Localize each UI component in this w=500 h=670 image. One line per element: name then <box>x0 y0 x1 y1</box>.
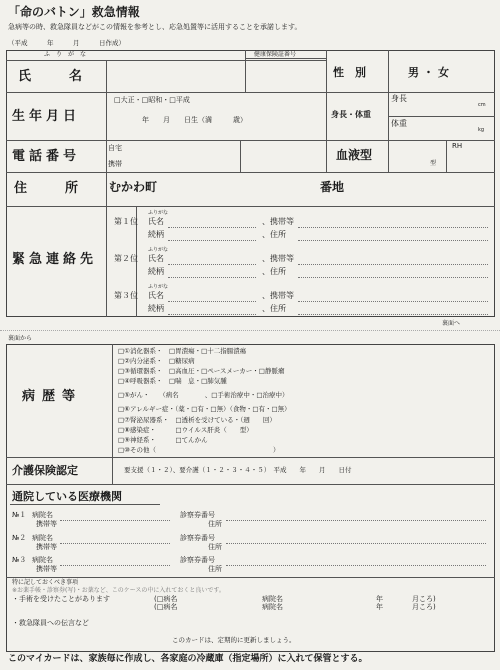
history-item-9[interactable]: □⑨神経系・ □てんかん <box>118 436 208 444</box>
mobile-phone-field[interactable] <box>130 157 238 171</box>
address-field[interactable] <box>165 176 315 200</box>
label-column-divider <box>106 60 107 317</box>
clinic-1-number: №１ <box>12 511 27 519</box>
home-phone-field[interactable] <box>130 141 238 156</box>
surgery-1-year: 年 <box>376 595 383 603</box>
clinic-1-card-label: 診察券番号 <box>180 511 215 519</box>
height-weight-divider <box>388 116 495 117</box>
phone-divider <box>240 140 241 172</box>
birthdate-label: 生年月日 <box>12 109 81 124</box>
rh-label: RH <box>452 142 463 150</box>
notes-title: 特に記しておくべき事項 <box>12 579 79 586</box>
contact-2-address-label: 、住所 <box>262 267 286 276</box>
row-divider <box>6 92 495 93</box>
weight-label: 体重 <box>391 119 407 128</box>
contact-1-phone-field[interactable] <box>298 227 488 228</box>
history-item-6[interactable]: □⑥アレルギー症・（薬・□有・□無）（食物・□有・□無） <box>118 405 291 413</box>
clinic-2-hospital-label: 病院名 <box>32 534 53 542</box>
contact-1-phone-label: 、携帯等 <box>262 217 294 226</box>
care-level-options[interactable]: 要支援（１・２）、要介護（１・２・３・４・５） 平成 年 月 日付 <box>124 466 352 474</box>
clinic-2-phone-label: 携帯等 <box>36 543 57 551</box>
contact-1-furigana: ふりがな <box>148 210 169 216</box>
notes-hint: ※お薬手帳・診察券(写)・お薬など、このケースの中に入れておくと良いです。 <box>12 587 225 594</box>
clinic-2-address-label: 住所 <box>208 543 222 551</box>
furigana-label: ふ り が な <box>44 51 87 58</box>
row-divider <box>6 457 495 458</box>
surgery-1-month: 月ころ) <box>412 595 436 603</box>
contact-1-relation-label: 続柄 <box>148 230 164 239</box>
contact-2-relation-label: 続柄 <box>148 267 164 276</box>
storage-instruction: このマイカードは、家族毎に作成し、各家庭の冷蔵庫（指定場所）に入れて保管とする。 <box>8 654 368 664</box>
weight-unit: kg <box>478 127 485 133</box>
contact-3-name-label: 氏名 <box>148 291 164 300</box>
clinic-3-card-field[interactable] <box>226 565 486 566</box>
row-divider <box>6 172 495 173</box>
contact-1-address-label: 、住所 <box>262 230 286 239</box>
contact-1-name-field[interactable] <box>168 227 256 228</box>
history-item-5[interactable]: □⑤がん・ （病名 、□手術治療中・□治療中） <box>118 391 289 399</box>
clinic-3-address-label: 住所 <box>208 565 222 573</box>
contact-2-name-label: 氏名 <box>148 254 164 263</box>
contact-3-relation-label: 続柄 <box>148 304 164 313</box>
history-item-10[interactable]: □⑩その他（ ） <box>118 446 280 454</box>
contact-2-phone-label: 、携帯等 <box>262 254 294 263</box>
card-title: 「命のバトン」救急情報 <box>8 5 140 19</box>
clinic-3-hospital-label: 病院名 <box>32 556 53 564</box>
contact-2-address-field[interactable] <box>298 277 488 278</box>
surgery-2-option[interactable]: (□病名 <box>154 603 178 611</box>
contact-3-phone-label: 、携帯等 <box>262 291 294 300</box>
clinic-section-label: 通院している医療機関 <box>12 490 122 503</box>
contact-1-address-field[interactable] <box>298 240 488 241</box>
contact-1-name-label: 氏名 <box>148 217 164 226</box>
clinic-2-number: №２ <box>12 534 27 542</box>
address-label: 住 所 <box>14 181 83 196</box>
contact-3-name-field[interactable] <box>168 301 256 302</box>
contact-2-phone-field[interactable] <box>298 264 488 265</box>
name-label: 氏 名 <box>18 69 87 84</box>
height-weight-label: 身長・体重 <box>331 110 371 119</box>
emergency-contact-label: 緊急連絡先 <box>12 252 98 267</box>
birthdate-fields[interactable]: 年 月 日生（満 歳） <box>142 116 247 124</box>
clinic-2-card-label: 診察券番号 <box>180 534 215 542</box>
blood-divider <box>446 140 447 172</box>
sex-label: 性 別 <box>333 66 366 79</box>
surgery-2-year: 年 <box>376 603 383 611</box>
care-label-divider <box>112 457 113 484</box>
clinic-1-address-label: 住所 <box>208 520 222 528</box>
clinic-3-phone-label: 携帯等 <box>36 565 57 573</box>
update-reminder: このカードは、定期的に更新しましょう。 <box>172 636 296 644</box>
contact-2-rank: 第２位 <box>114 254 138 263</box>
history-item-7[interactable]: □⑦腎泌尿器系・ □透析を受けている・（週 回） <box>118 416 276 424</box>
row-divider <box>6 206 495 207</box>
surgery-label: ・手術を受けたことがあります <box>12 595 110 603</box>
row-divider <box>6 577 495 578</box>
height-label: 身長 <box>391 94 407 103</box>
contact-1-relation-field[interactable] <box>168 240 256 241</box>
contact-3-address-field[interactable] <box>298 314 488 315</box>
surgery-1-hospital-label: 病院名 <box>262 595 283 603</box>
consent-text: 急病等の時、救急隊員などがこの情報を参考とし、応急処置等に活用することを承諾します。 <box>8 23 302 31</box>
clinic-1-phone-label: 携帯等 <box>36 520 57 528</box>
height-unit: cm <box>478 102 486 108</box>
surgery-2-month: 月ころ) <box>412 603 436 611</box>
contact-3-relation-field[interactable] <box>168 314 256 315</box>
clinic-label-underline <box>10 504 160 505</box>
clinic-3-number: №３ <box>12 556 27 564</box>
home-phone-label: 自宅 <box>108 144 122 152</box>
right-value-divider <box>388 50 389 172</box>
clinic-2-hospital-field[interactable] <box>60 543 170 544</box>
contact-3-rank: 第３位 <box>114 291 138 300</box>
history-label-divider <box>112 344 113 457</box>
contact-3-phone-field[interactable] <box>298 301 488 302</box>
medical-history-label: 病歴等 <box>22 389 83 404</box>
right-column-divider <box>326 50 327 172</box>
era-options[interactable]: □大正・□昭和・□平成 <box>114 96 190 104</box>
history-item-1[interactable]: □①消化器系・ □胃潰瘍・□十二指腸潰瘍 <box>118 347 247 355</box>
message-label: ・救急隊員への伝言など <box>12 619 89 627</box>
row-divider <box>6 484 495 485</box>
front-side-note: 裏面から <box>8 335 33 342</box>
clinic-2-card-field[interactable] <box>226 543 486 544</box>
surgery-2-hospital-label: 病院名 <box>262 603 283 611</box>
history-item-8[interactable]: □⑧感染症・ □ウイルス肝炎（ 型） <box>118 426 253 434</box>
insurance-label-line <box>245 58 326 59</box>
insurance-number-label: 健康保険証番号 <box>254 51 297 58</box>
blood-type-label: 血液型 <box>336 148 373 162</box>
contact-2-name-field[interactable] <box>168 264 256 265</box>
history-item-2[interactable]: □②内分泌系・ □糖尿病 <box>118 357 195 365</box>
clinic-3-card-label: 診察券番号 <box>180 556 215 564</box>
contact-3-address-label: 、住所 <box>262 304 286 313</box>
contact-2-relation-field[interactable] <box>168 277 256 278</box>
back-side-note: 裏面へ <box>442 320 461 327</box>
town-name: むかわ町 <box>109 180 158 194</box>
phone-label: 電話番号 <box>12 149 81 164</box>
care-insurance-label: 介護保険認定 <box>12 464 78 477</box>
history-item-3[interactable]: □③循環器系・ □高血圧・□ペースメーカー・□静脈瘤 <box>118 367 285 375</box>
contact-2-furigana: ふりがな <box>148 247 169 253</box>
clinic-1-hospital-field[interactable] <box>60 520 170 521</box>
insurance-number-field[interactable] <box>246 60 325 91</box>
creation-date-line: （平成 年 月 日作成） <box>8 39 125 47</box>
banchi-label: 番地 <box>320 180 345 194</box>
mobile-phone-label: 携帯 <box>108 160 122 168</box>
sex-options[interactable]: 男・女 <box>408 66 453 79</box>
row-divider <box>6 140 495 141</box>
name-field[interactable] <box>107 61 245 91</box>
clinic-3-hospital-field[interactable] <box>60 565 170 566</box>
history-item-4[interactable]: □④呼吸器系・ □喘 息・□肺気腫 <box>118 377 227 385</box>
surgery-1-option[interactable]: (□病名 <box>154 595 178 603</box>
contact-1-rank: 第１位 <box>114 217 138 226</box>
clinic-1-card-field[interactable] <box>226 520 486 521</box>
clinic-1-hospital-label: 病院名 <box>32 511 53 519</box>
fold-line <box>0 330 500 331</box>
blood-type-unit: 型 <box>430 160 437 167</box>
contact-3-furigana: ふりがな <box>148 284 169 290</box>
message-field[interactable] <box>110 614 490 632</box>
